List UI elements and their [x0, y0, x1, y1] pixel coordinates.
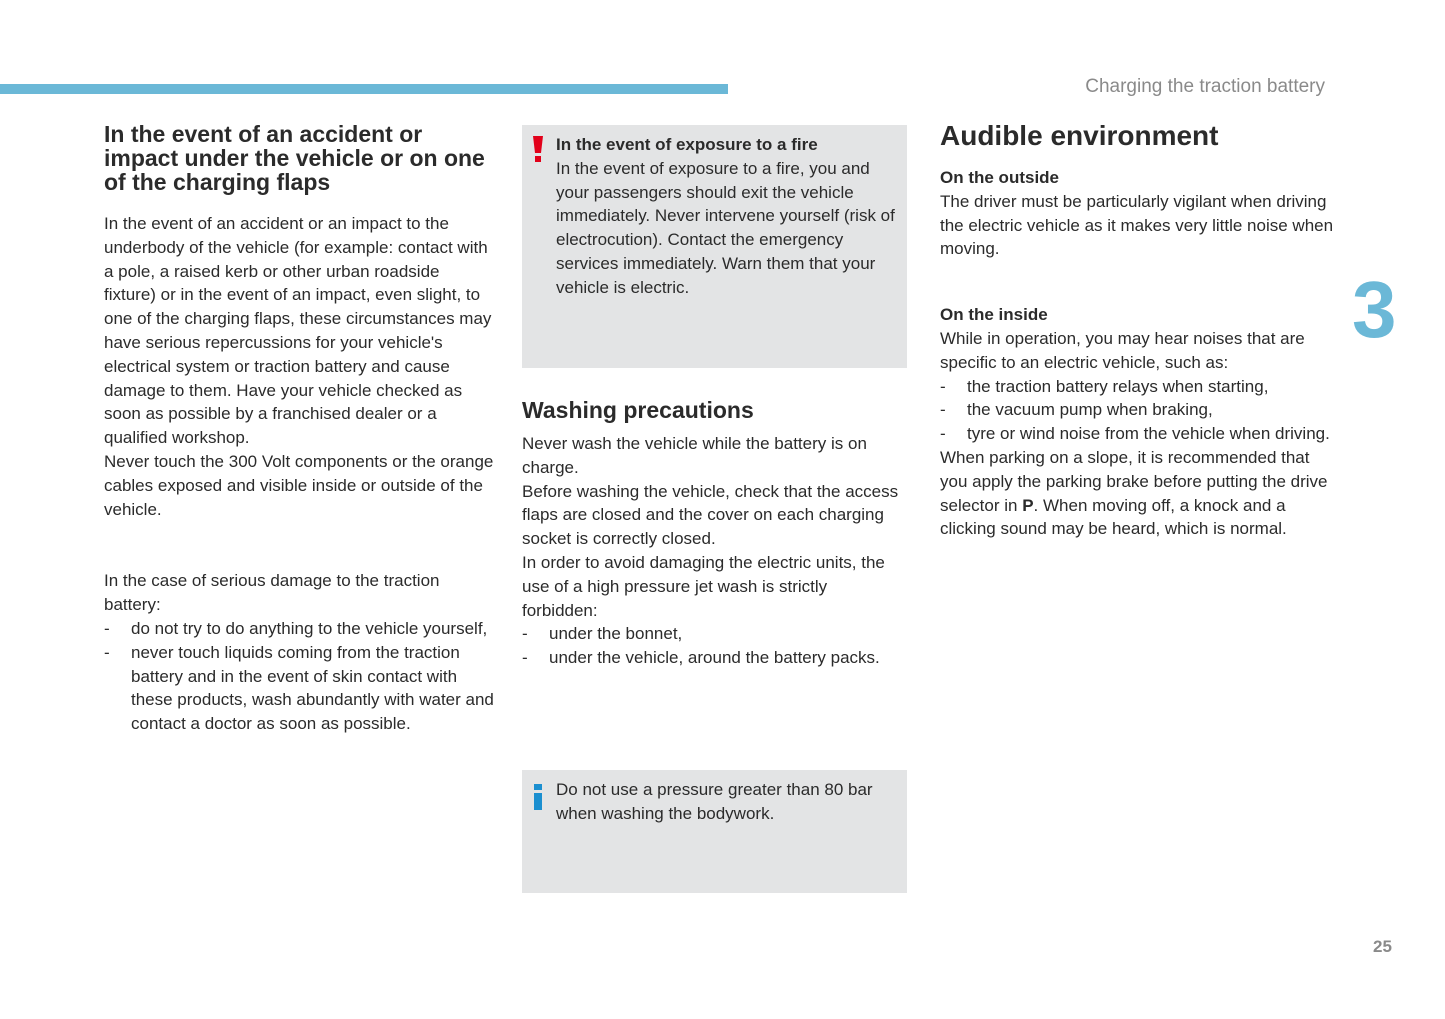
fire-warning-title: In the event of exposure to a fire — [556, 135, 818, 154]
washing-paragraph-2: Before washing the vehicle, check that the access flaps are closed and the cover on each charging socket is correctly closed. — [522, 481, 899, 549]
list-item: - under the bonnet, — [522, 622, 907, 646]
column-accident — [104, 122, 494, 736]
inside-title: On the inside — [940, 305, 1048, 325]
washing-heading: Washing precautions — [522, 397, 754, 423]
list-item: - do not try to do anything to the vehicle yourself, — [104, 617, 494, 641]
washing-paragraph-1: Never wash the vehicle while the battery is on charge. — [522, 434, 867, 477]
outside-title: On the outside — [940, 168, 1059, 187]
page-number: 25 — [1373, 937, 1392, 956]
parking-text-end: . When moving off, a knock and a clicking sound may be heard, which is normal. — [940, 495, 1287, 539]
audible-heading: Audible environment — [940, 120, 1219, 151]
list-item: - under the vehicle, around the battery packs. — [522, 646, 907, 670]
fire-warning-text: In the event of exposure to a fire, you and your passengers should exit the vehicle immediately. Never intervene yourself (risk of electrocution). Contact the emergency services immediately. Warn them that your vehicle is electric. — [556, 158, 895, 297]
drive-selector-p: P — [1022, 495, 1034, 515]
section-title: Charging the traction battery — [1085, 76, 1325, 97]
washing-list — [522, 622, 907, 670]
chapter-number: 3 — [1352, 265, 1397, 354]
parking-paragraph — [940, 446, 1335, 541]
list-item: - never touch liquids coming from the traction battery and in the event of skin contact with these products, wash abundantly with water and contact a doctor as soon as possible. — [104, 641, 494, 736]
serious-damage-paragraph: In the case of serious damage to the traction battery: — [104, 571, 440, 615]
column-washing — [522, 125, 907, 823]
column-audible — [940, 120, 1335, 541]
info-icon — [532, 784, 544, 810]
list-item: - the traction battery relays when starting, — [940, 375, 1335, 399]
parking-text-start: When parking on a slope, it is recommended that you apply the parking brake before putting the drive selector in — [940, 447, 1328, 515]
inside-text: While in operation, you may hear noises that are specific to an electric vehicle, such as: — [940, 328, 1305, 372]
washing-paragraph-3: In order to avoid damaging the electric units, the use of a high pressure jet wash is strictly forbidden: — [522, 552, 885, 620]
warning-icon — [532, 135, 544, 163]
noise-list — [940, 375, 1335, 446]
pressure-info-text: Do not use a pressure greater than 80 bar when washing the bodywork. — [556, 780, 873, 823]
fire-warning-box — [522, 125, 907, 368]
list-item: - the vacuum pump when braking, — [940, 398, 1335, 422]
outside-text: The driver must be particularly vigilant when driving the electric vehicle as it makes very little noise when moving. — [940, 191, 1334, 259]
list-item: - tyre or wind noise from the vehicle when driving. — [940, 422, 1335, 446]
volt-warning-paragraph: Never touch the 300 Volt components or the orange cables exposed and visible inside or outside of the vehicle. — [104, 451, 494, 519]
accident-heading: In the event of an accident or impact under the vehicle or on one of the charging flaps — [104, 121, 485, 195]
pressure-info-box — [522, 770, 907, 893]
serious-damage-list — [104, 617, 494, 736]
accident-paragraph: In the event of an accident or an impact to the underbody of the vehicle (for example: contact with a pole, a raised kerb or other urban roadside fixture) or in the event of an impact, even slight, to one of the charging flaps, these circumstances may have serious repercussions for your vehicle's electrical system or traction battery and cause damage to them. Have your vehicle checked as soon as possible by a franchised dealer or a qualified workshop. — [104, 214, 492, 448]
top-accent-bar — [0, 84, 728, 94]
